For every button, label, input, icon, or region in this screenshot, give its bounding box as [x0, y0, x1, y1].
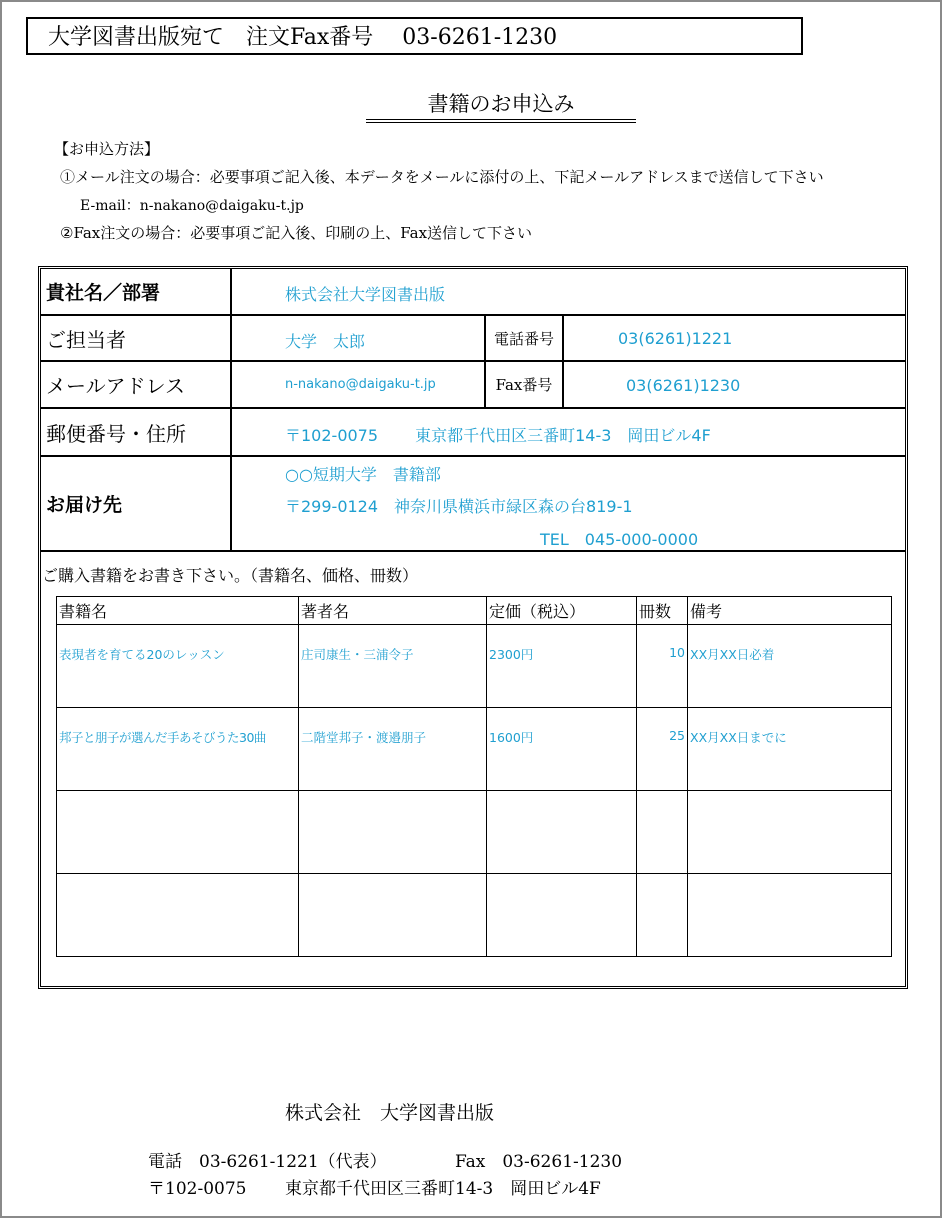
- book-author-cell[interactable]: 庄司康生・三浦令子: [299, 625, 487, 708]
- company-label: 貴社名／部署: [40, 268, 231, 315]
- book-author-cell[interactable]: [299, 791, 487, 874]
- footer-fax: Fax 03-6261-1230: [455, 1152, 623, 1172]
- header-price: 定価（税込）: [487, 597, 637, 625]
- book-price-cell[interactable]: [487, 791, 637, 874]
- book-price-cell[interactable]: [487, 874, 637, 957]
- book-price-cell[interactable]: 2300円: [487, 625, 637, 708]
- title-underline: [366, 119, 636, 120]
- table-row: [57, 625, 892, 708]
- delivery-label: お届け先: [40, 456, 231, 551]
- footer-company: 株式会社 大学図書出版: [285, 1102, 495, 1124]
- contact-value: 大学 太郎: [285, 332, 366, 351]
- table-row: [57, 708, 892, 791]
- address-value: 〒102-0075 東京都千代田区三番町14-3 岡田ビル4F: [285, 426, 711, 445]
- book-price-cell[interactable]: 1600円: [487, 708, 637, 791]
- fax-label: Fax番号: [485, 361, 563, 408]
- address-label: 郵便番号・住所: [40, 408, 231, 456]
- company-value: 株式会社大学図書出版: [285, 285, 446, 304]
- book-quantity-cell[interactable]: 25: [637, 708, 688, 791]
- fax-value: 03(6261)1230: [626, 376, 741, 395]
- books-intro: ご購入書籍をお書き下さい。（書籍名、価格、冊数）: [42, 566, 419, 585]
- delivery-line-3: TEL 045-000-0000: [540, 530, 699, 549]
- footer-phone: 電話 03-6261-1221（代表）: [148, 1152, 387, 1172]
- instructions-heading: 【お申込方法】: [54, 140, 160, 158]
- header-quantity: 冊数: [637, 597, 688, 625]
- phone-label: 電話番号: [485, 315, 563, 361]
- book-notes-cell[interactable]: XX月XX日必着: [688, 625, 892, 708]
- book-quantity-cell[interactable]: [637, 874, 688, 957]
- header-notes: 備考: [688, 597, 892, 625]
- contact-label: ご担当者: [40, 315, 231, 361]
- book-title-cell[interactable]: [57, 874, 299, 957]
- title-underline-second: [366, 122, 636, 123]
- phone-field[interactable]: [563, 315, 906, 361]
- book-title-cell[interactable]: 表現者を育てる20のレッスン: [57, 625, 299, 708]
- header-title: 書籍名: [57, 597, 299, 625]
- delivery-line-1: ○○短期大学 書籍部: [285, 465, 441, 484]
- email-value: n-nakano@daigaku-t.jp: [285, 377, 436, 392]
- book-author-cell[interactable]: [299, 874, 487, 957]
- delivery-line-2: 〒299-0124 神奈川県横浜市緑区森の台819-1: [285, 497, 633, 516]
- email-label: メールアドレス: [40, 361, 231, 408]
- page-title: 書籍のお申込み: [427, 92, 575, 116]
- instructions-email-address[interactable]: E-mail：n-nakano@daigaku-t.jp: [80, 198, 304, 214]
- book-title-cell[interactable]: 邦子と朋子が選んだ手あそびうた30曲: [57, 708, 299, 791]
- book-quantity-cell[interactable]: 10: [637, 625, 688, 708]
- header-author: 著者名: [299, 597, 487, 625]
- instructions-email-method: ①メール注文の場合：必要事項ご記入後、本データをメールに添付の上、下記メールアドレスまで送信して下さい: [60, 168, 824, 186]
- book-notes-cell[interactable]: [688, 791, 892, 874]
- books-table: [56, 596, 892, 957]
- fax-order-header: 大学図書出版宛て 注文Fax番号 03-6261-1230: [26, 17, 803, 55]
- footer-postal: 〒102-0075: [148, 1179, 247, 1199]
- book-author-cell[interactable]: 二階堂邦子・渡邉朋子: [299, 708, 487, 791]
- instructions-fax-method: ②Fax注文の場合：必要事項ご記入後、印刷の上、Fax送信して下さい: [60, 224, 533, 242]
- book-title-cell[interactable]: [57, 791, 299, 874]
- phone-value: 03(6261)1221: [618, 329, 733, 348]
- footer-address: 東京都千代田区三番町14-3 岡田ビル4F: [285, 1179, 601, 1199]
- book-notes-cell[interactable]: XX月XX日までに: [688, 708, 892, 791]
- table-row: [57, 791, 892, 874]
- book-quantity-cell[interactable]: [637, 791, 688, 874]
- book-notes-cell[interactable]: [688, 874, 892, 957]
- table-row: [57, 874, 892, 957]
- books-table-header: [57, 597, 892, 625]
